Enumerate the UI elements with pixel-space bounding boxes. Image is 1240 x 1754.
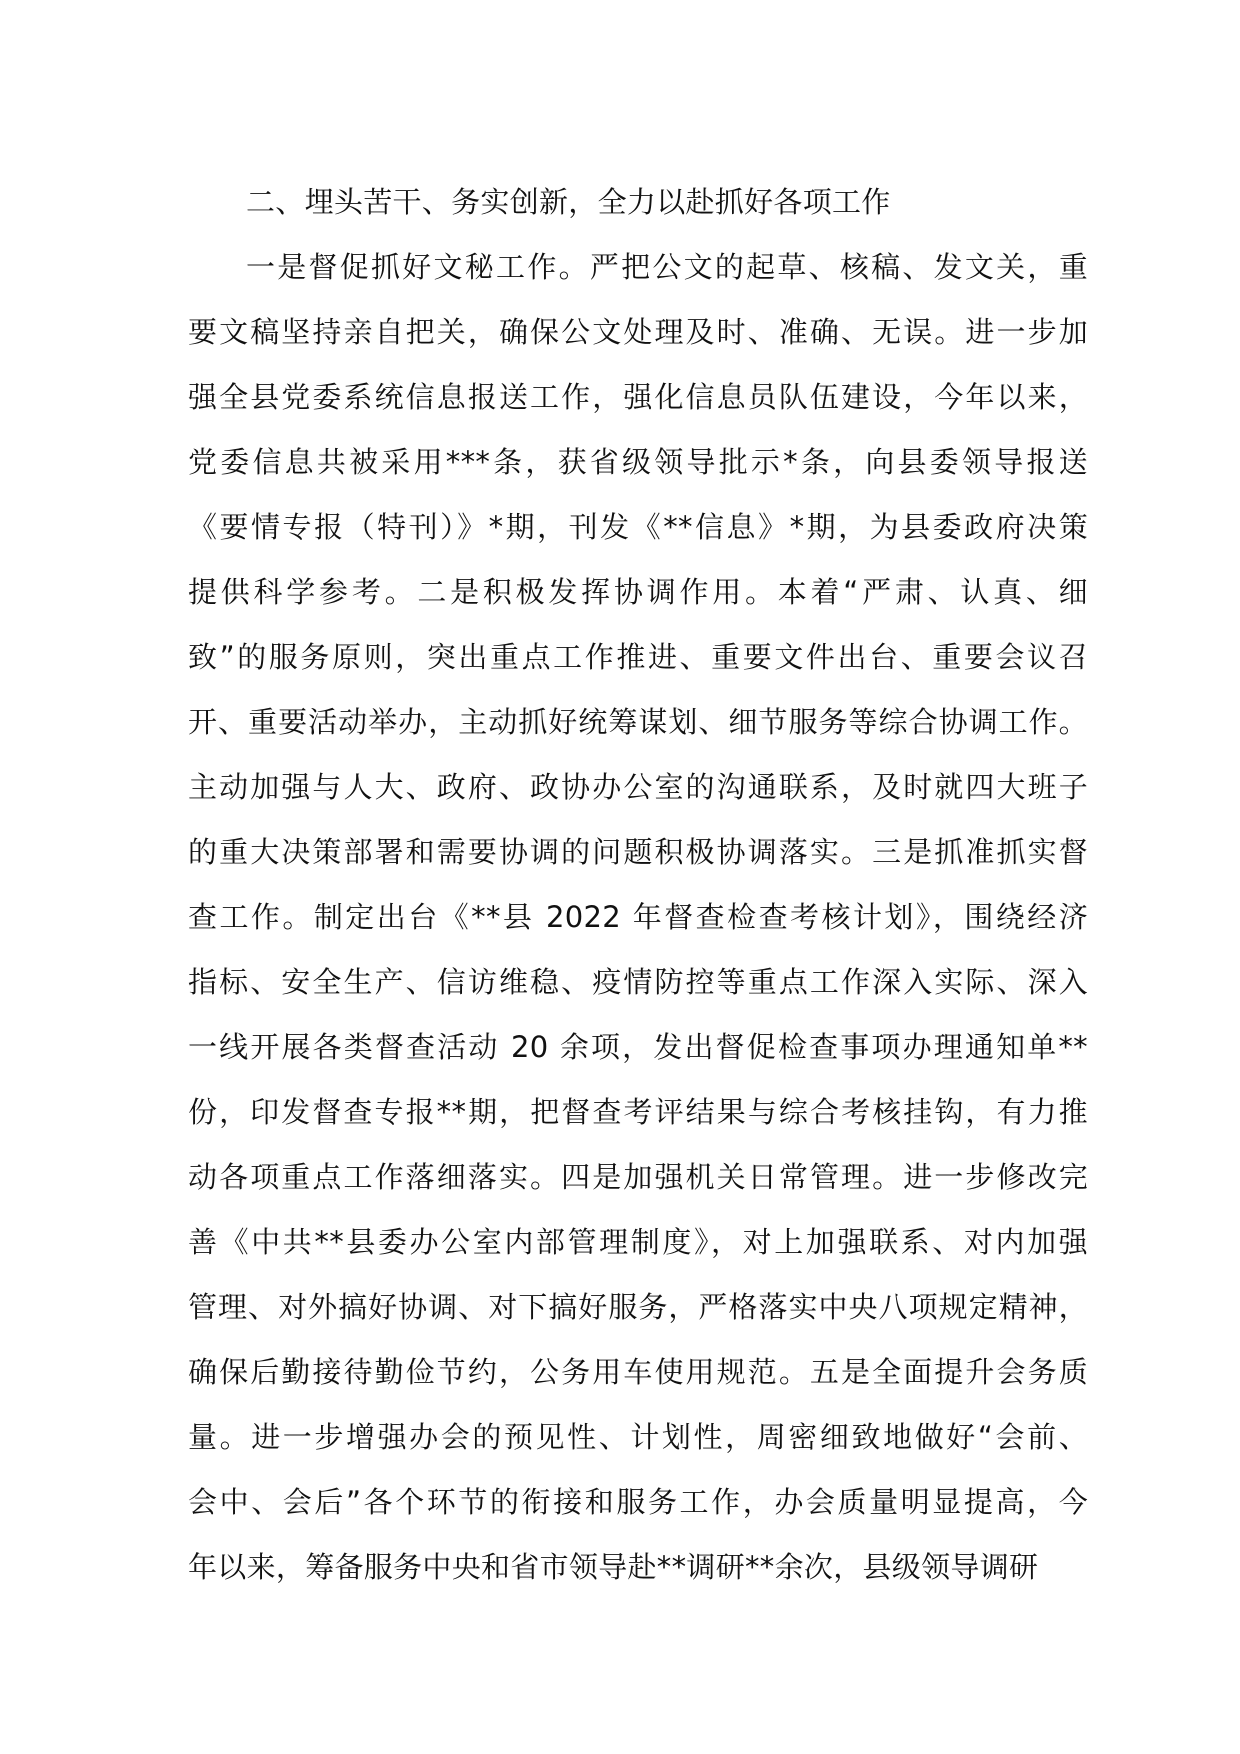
text-line: 动各项重点工作落细落实。四是加强机关日常管理。进一步修改完 xyxy=(188,1160,1088,1194)
text-line: 会中、会后”各个环节的衔接和服务工作，办会质量明显提高，今 xyxy=(188,1485,1088,1519)
text-line: 《要情专报（特刊）》*期，刊发《**信息》*期，为县委政府决策 xyxy=(188,510,1088,544)
document-body xyxy=(188,170,1088,1600)
text-line: 一是督促抓好文秘工作。严把公文的起草、核稿、发文关，重 xyxy=(246,250,1088,284)
text-line: 主动加强与人大、政府、政协办公室的沟通联系，及时就四大班子 xyxy=(188,770,1088,804)
text-line: 要文稿坚持亲自把关，确保公文处理及时、准确、无误。进一步加 xyxy=(188,315,1088,349)
text-line: 查工作。制定出台《**县 2022 年督查检查考核计划》，围绕经济 xyxy=(188,900,1088,934)
text-line: 善《中共**县委办公室内部管理制度》，对上加强联系、对内加强 xyxy=(188,1225,1088,1259)
text-line: 指标、安全生产、信访维稳、疫情防控等重点工作深入实际、深入 xyxy=(188,965,1088,999)
text-line: 党委信息共被采用***条，获省级领导批示*条，向县委领导报送 xyxy=(188,445,1088,479)
text-line: 提供科学参考。二是积极发挥协调作用。本着“严肃、认真、细 xyxy=(188,575,1088,609)
text-line: 致”的服务原则，突出重点工作推进、重要文件出台、重要会议召 xyxy=(188,640,1088,674)
text-line: 开、重要活动举办，主动抓好统筹谋划、细节服务等综合协调工作。 xyxy=(188,705,1088,739)
text-line: 强全县党委系统信息报送工作，强化信息员队伍建设，今年以来， xyxy=(188,380,1088,414)
text-line: 量。进一步增强办会的预见性、计划性，周密细致地做好“会前、 xyxy=(188,1420,1088,1454)
text-line: 一线开展各类督查活动 20 余项，发出督促检查事项办理通知单** xyxy=(188,1030,1088,1064)
body-paragraph xyxy=(188,235,1088,1600)
text-line: 年以来，筹备服务中央和省市领导赴**调研**余次，县级领导调研 xyxy=(188,1550,1039,1584)
text-line: 的重大决策部署和需要协调的问题积极协调落实。三是抓准抓实督 xyxy=(188,835,1088,869)
text-line: 份，印发督查专报**期，把督查考评结果与综合考核挂钩，有力推 xyxy=(188,1095,1088,1129)
section-heading: 二、埋头苦干、务实创新，全力以赴抓好各项工作 xyxy=(246,185,891,219)
text-line: 确保后勤接待勤俭节约，公务用车使用规范。五是全面提升会务质 xyxy=(188,1355,1088,1389)
text-line: 管理、对外搞好协调、对下搞好服务，严格落实中央八项规定精神， xyxy=(188,1290,1088,1324)
